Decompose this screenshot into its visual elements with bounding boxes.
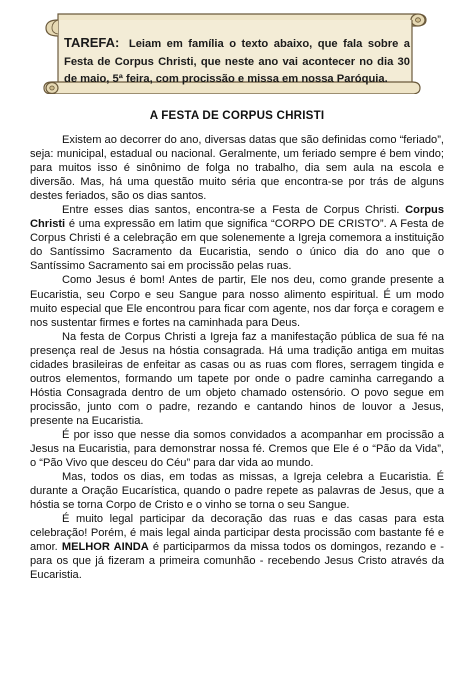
task-label: TAREFA: [64,35,120,50]
paragraph: Na festa de Corpus Christi a Igreja faz a manifestação pública de sua fé na presença real de Jesus na hóstia consagrada. Há uma tradição antiga em muitas cidades brasileiras de enfeitar as casas ou as ruas com flores, serragem tingida e outros elementos, formando um tapete por onde o padre caminha carregando a Hóstia Consagrada dentro de um objeto chamado ostensório. O povo segue em procissão, junto com o padre, rezando e cantando hinos de louvor a Jesus, presente na Eucaristia. [30,330,444,427]
article-body [30,133,444,583]
paragraph: Como Jesus é bom! Antes de partir, Ele nos deu, como grande presente a Eucaristia, seu Corpo e seu Sangue para nosso alimento espiritual. É um modo muito especial que Ele encontrou para ficar com agente, nos dar força e coragem e nos sustentar firmes e fortes na caminhada para Deus. [30,274,444,329]
bold-term: MELHOR AINDA [61,541,149,554]
paragraph: É por isso que nesse dia somos convidados a acompanhar em procissão a Jesus na Eucaristia, para demonstrar nossa fé. Cremos que Ele é o “Pão da Vida”, o “Pão Vivo que desceu do Céu” para dar vida ao mundo. [30,428,444,470]
paragraph: Entre esses dias santos, encontra-se a Festa de Corpus Christi. Corpus Christi é uma expressão em latim que significa “CORPO DE CRISTO”. A Festa de Corpus Christi é a celebração em que solenemente a Igreja comemora a instituição do Santíssimo Sacramento da Eucaristia, sendo o único dia do ano que o Santíssimo Sacramento sai em procissão pelas ruas. [30,204,444,273]
bold-term: Corpus Christi [30,204,444,231]
task-scroll-box [40,6,432,94]
task-text [64,34,410,89]
paragraph: Existem ao decorrer do ano, diversas datas que são definidas como “feriado”, seja: municipal, estadual ou nacional. Geralmente, um feriado sempre é bem vindo; para muitos isso é sinônimo de folga no trabalho, dia sem aula na escola e diversão. Mas, há uma questão muito séria que encontra-se por trás de alguns destes feriados, são os dias santos. [30,134,444,203]
page-title: A FESTA DE CORPUS CHRISTI [149,109,325,122]
task-description: Leiam em família o texto abaixo, que fala sobre a Festa de Corpus Christi, que neste ano vai acontecer no dia 30 de maio, 5ª feira, com procissão e missa em nossa Paróquia. [64,38,411,85]
paragraph: Mas, todos os dias, em todas as missas, a Igreja celebra a Eucaristia. É durante a Oração Eucarística, quando o padre repete as palavras de Jesus, que a hóstia se torna Corpo de Cristo e o vinho se torna o seu Sangue. [30,471,444,512]
paragraph: É muito legal participar da decoração das ruas e das casas para esta celebração! Porém, é mais legal ainda participar desta procissão com bastante fé e amor. MELHOR AINDA é participarmos da missa todos os domingos, rezando e - para os que já fizeram a primeira comunhão - recebendo Jesus Cristo através da Eucaristia. [30,513,444,582]
